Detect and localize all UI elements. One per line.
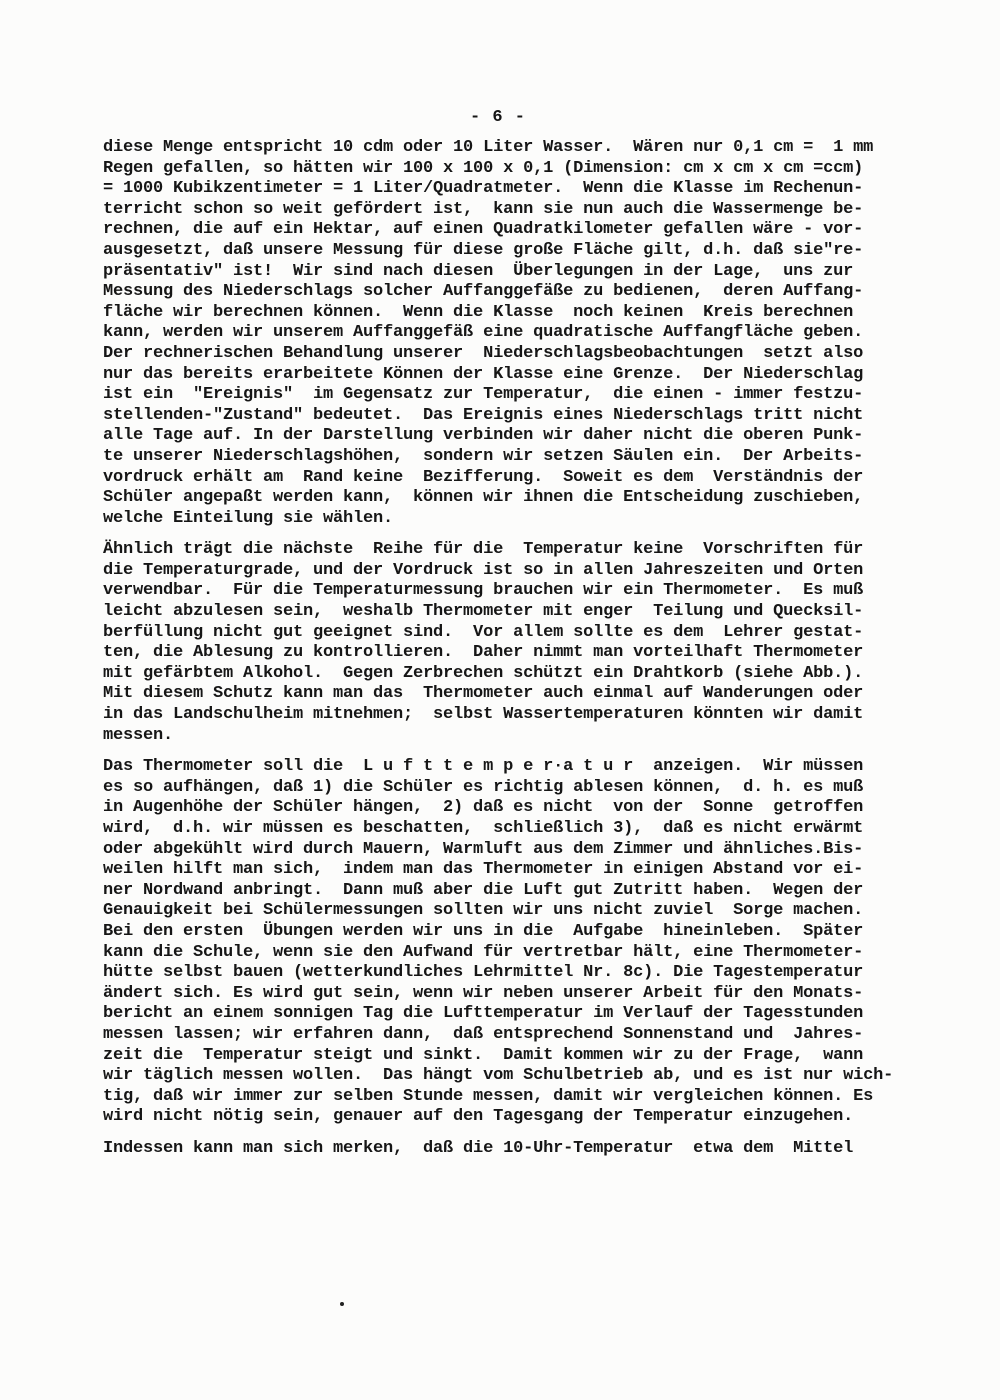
text-line: te unserer Niederschlagshöhen, sondern wir setzen Säulen ein. Der Arbeits- <box>103 446 864 466</box>
text-line: fläche wir berechnen können. Wenn die Klasse noch keinen Kreis berechnen <box>103 302 854 322</box>
text-line: Genauigkeit bei Schülermessungen sollten wir uns nicht zuviel Sorge machen. <box>103 901 864 921</box>
text-line: zeit die Temperatur steigt und sinkt. Damit kommen wir zu der Frage, wann <box>103 1045 864 1065</box>
text-line: alle Tage auf. In der Darstellung verbinden wir daher nicht die oberen Punk- <box>103 426 864 446</box>
text-line: = 1000 Kubikzentimeter = 1 Liter/Quadratmeter. Wenn die Klasse im Rechenun- <box>103 179 864 199</box>
text-line: oder abgekühlt wird durch Mauern, Warmluft aus dem Zimmer und ähnliches.Bis- <box>103 839 864 859</box>
text-line: bericht an einem sonnigen Tag die Lufttemperatur im Verlauf der Tagesstunden <box>103 1004 864 1024</box>
text-line: terricht schon so weit gefördert ist, kann sie nun auch die Wassermenge be- <box>103 199 864 219</box>
text-line: Das Thermometer soll die L u f t t e m p e r·a t u r anzeigen. Wir müssen <box>103 757 864 777</box>
stray-dot <box>340 1302 344 1306</box>
text-line: rechnen, die auf ein Hektar, auf einen Quadratkilometer gefallen wäre - vor- <box>103 220 864 240</box>
paragraph <box>103 1139 933 1160</box>
text-line: nur das bereits erarbeitete Können der Klasse eine Grenze. Der Niederschlag <box>103 364 864 384</box>
paragraph <box>103 540 933 746</box>
text-line: messen lassen; wir erfahren dann, daß entsprechend Sonnenstand und Jahres- <box>103 1024 864 1044</box>
text-line: mit gefärbtem Alkohol. Gegen Zerbrechen schützt ein Drahtkorb (siehe Abb.). <box>103 663 864 683</box>
text-line: ner Nordwand anbringt. Dann muß aber die Luft gut Zutritt haben. Wegen der <box>103 880 864 900</box>
text-line: ten, die Ablesung zu kontrollieren. Daher nimmt man vorteilhaft Thermometer <box>103 643 864 663</box>
text-line: Ähnlich trägt die nächste Reihe für die Temperatur keine Vorschriften für <box>103 540 864 560</box>
text-line: diese Menge entspricht 10 cdm oder 10 Liter Wasser. Wären nur 0,1 cm = 1 mm <box>103 138 874 157</box>
text-line: in Augenhöhe der Schüler hängen, 2) daß es nicht von der Sonne getroffen <box>103 798 864 818</box>
text-line: Messung des Niederschlags solcher Auffanggefäße zu bedienen, deren Auffang- <box>103 282 864 302</box>
text-line: es so aufhängen, daß 1) die Schüler es richtig ablesen können, d. h. es muß <box>103 777 864 797</box>
text-line: die Temperaturgrade, und der Vordruck ist so in allen Jahreszeiten und Orten <box>103 560 864 580</box>
page-number: - 6 - <box>469 108 526 127</box>
text-line: Indessen kann man sich merken, daß die 10-Uhr-Temperatur etwa dem Mittel <box>103 1138 854 1158</box>
text-line: ausgesetzt, daß unsere Messung für diese große Fläche gilt, d.h. daß sie"re- <box>103 240 864 260</box>
text-line: weilen hilft man sich, indem man das Thermometer in einigen Abstand vor ei- <box>103 860 864 880</box>
text-line: kann, werden wir unserem Auffanggefäß eine quadratische Auffangfläche geben. <box>103 323 864 343</box>
text-line: hütte selbst bauen (wetterkundliches Lehrmittel Nr. 8c). Die Tagestemperatur <box>103 963 864 983</box>
text-line: wird, d.h. wir müssen es beschatten, schließlich 3), daß es nicht erwärmt <box>103 819 864 838</box>
text-line: verwendbar. Für die Temperaturmessung brauchen wir ein Thermometer. Es muß <box>103 581 864 601</box>
text-line: kann die Schule, wenn sie den Aufwand für vertretbar hält, eine Thermometer- <box>103 942 864 962</box>
text-line: Regen gefallen, so hätten wir 100 x 100 x 0,1 (Dimension: cm x cm x cm =ccm) <box>103 158 864 178</box>
text-line: Mit diesem Schutz kann man das Thermometer auch einmal auf Wanderungen oder <box>103 684 864 704</box>
text-line: ist ein "Ereignis" im Gegensatz zur Temperatur, die einen - immer festzu- <box>103 385 864 405</box>
text-line: berfüllung nicht gut geeignet sind. Vor allem sollte es dem Lehrer gestat- <box>103 622 864 642</box>
text-line: tig, daß wir immer zur selben Stunde messen, damit wir vergleichen können. Es <box>103 1086 874 1106</box>
text-line: welche Einteilung sie wählen. <box>103 508 394 528</box>
text-line: wird nicht nötig sein, genauer auf den Tagesgang der Temperatur einzugehen. <box>103 1107 854 1127</box>
text-line: leicht abzulesen sein, weshalb Thermometer mit enger Teilung und Quecksil- <box>103 602 864 622</box>
document-body <box>103 138 933 1171</box>
text-line: Bei den ersten Übungen werden wir uns in die Aufgabe hineinleben. Später <box>103 921 864 941</box>
text-line: Der rechnerischen Behandlung unserer Niederschlagsbeobachtungen setzt also <box>103 343 864 363</box>
text-line: in das Landschulheim mitnehmen; selbst Wassertemperaturen könnten wir damit <box>103 705 864 725</box>
text-line: messen. <box>103 725 174 745</box>
paragraph <box>103 138 933 529</box>
paragraph <box>103 757 933 1128</box>
text-line: vordruck erhält am Rand keine Bezifferung. Soweit es dem Verständnis der <box>103 467 864 487</box>
text-line: Schüler angepaßt werden kann, können wir ihnen die Entscheidung zuschieben, <box>103 488 864 508</box>
text-line: präsentativ" ist! Wir sind nach diesen Überlegungen in der Lage, uns zur <box>103 261 854 281</box>
text-line: stellenden-"Zustand" bedeutet. Das Ereignis eines Niederschlags tritt nicht <box>103 405 864 425</box>
text-line: ändert sich. Es wird gut sein, wenn wir neben unserer Arbeit für den Monats- <box>103 983 864 1003</box>
text-line: wir täglich messen wollen. Das hängt vom Schulbetrieb ab, und es ist nur wich- <box>103 1066 894 1086</box>
